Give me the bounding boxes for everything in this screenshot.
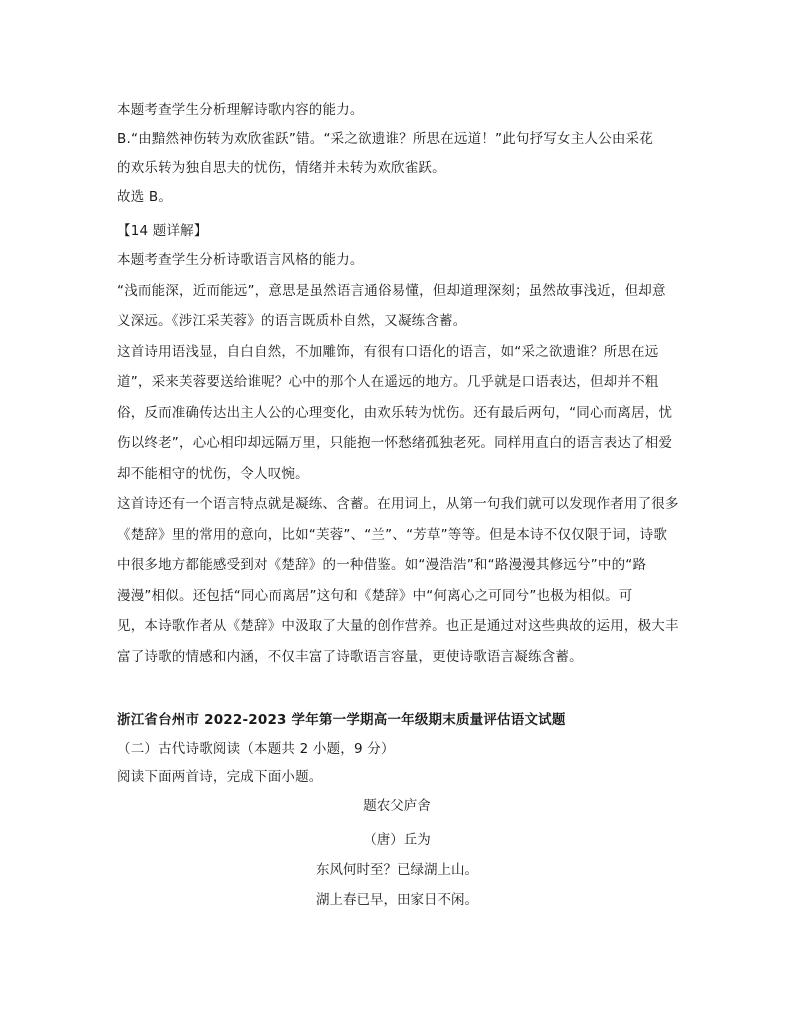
- text-line: 故选 B。: [117, 189, 173, 205]
- poem-line: 东风何时至？已绿湖上山。: [316, 862, 478, 878]
- poem-line: 湖上春已早，田家日不闲。: [316, 892, 478, 908]
- section-heading: （二）古代诗歌阅读（本题共 2 小题，9 分）: [117, 741, 395, 757]
- text-line: B.“由黯然神伤转为欢欣雀跃”错。“采之欲遗谁？所思在远道！”此句抒写女主人公由采花: [117, 131, 653, 147]
- question-detail-heading: 【14 题详解】: [117, 223, 208, 239]
- text-line: 义深远。《涉江采芙蓉》的语言既质朴自然，又凝练含蓄。: [117, 313, 467, 329]
- poem-title: 题农父庐舍: [363, 798, 431, 814]
- text-line: 漫漫”相似。还包括“同心而离居”这句和《楚辞》中“何离心之可同兮”也极为相似。可: [117, 588, 633, 604]
- text-line: 伤以终老”，心心相印却远隔万里，只能抱一怀愁绪孤独老死。同样用直白的语言表达了相爱: [117, 435, 673, 451]
- text-line: 见，本诗歌作者从《楚辞》中汲取了大量的创作营养。也正是通过对这些典故的运用，极大丰: [117, 618, 679, 634]
- text-line: 本题考查学生分析理解诗歌内容的能力。: [117, 102, 364, 118]
- text-line: 中很多地方都能感受到对《楚辞》的一种借鉴。如“漫浩浩”和“路漫漫其修远兮”中的“路: [117, 557, 647, 573]
- text-line: 道”，采来芙蓉要送给谁呢？心中的那个人在遥远的地方。几乎就是口语表达，但却并不粗: [117, 374, 659, 390]
- text-line: 这首诗用语浅显，自白自然，不加雕饰，有很有口语化的语言，如“采之欲遗谁？所思在远: [117, 344, 659, 360]
- text-line: 本题考查学生分析诗歌语言风格的能力。: [117, 252, 364, 268]
- poem-author: （唐）丘为: [363, 832, 431, 848]
- text-line: 《楚辞》里的常用的意向，比如“芙蓉”、“兰”、“芳草”等等。但是本诗不仅仅限于词，诗歌: [117, 527, 668, 543]
- text-line: 却不能相守的忧伤，令人叹惋。: [117, 466, 309, 482]
- text-line: 这首诗还有一个语言特点就是凝练、含蓄。在用词上，从第一句我们就可以发现作者用了很多: [117, 496, 679, 512]
- text-line: 的欢乐转为独自思夫的忧伤，情绪并未转为欢欣雀跃。: [117, 160, 446, 176]
- text-line: “浅而能深，近而能远”，意思是虽然语言通俗易懂，但却道理深刻；虽然故事浅近，但却意: [117, 283, 666, 299]
- exam-title: 浙江省台州市 2022-2023 学年第一学期高一年级期末质量评估语文试题: [117, 712, 566, 728]
- text-line: 俗，反而准确传达出主人公的心理变化，由欢乐转为忧伤。还有最后两句，“同心而离居，忧: [117, 405, 673, 421]
- text-line: 富了诗歌的情感和内涵，不仅丰富了诗歌语言容量，更使诗歌语言凝练含蓄。: [117, 649, 583, 665]
- instruction-text: 阅读下面两首诗，完成下面小题。: [117, 769, 323, 785]
